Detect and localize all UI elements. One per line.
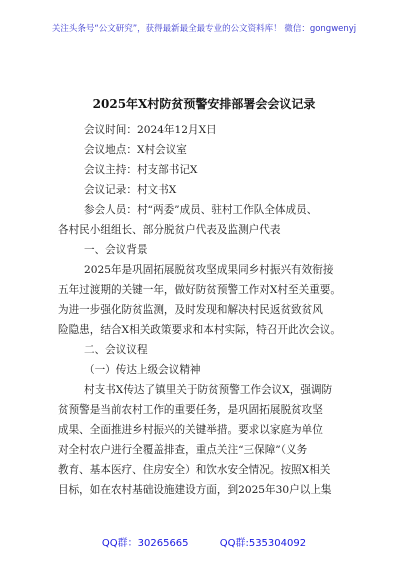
attendees-line-1: 参会人员：村“两委”成员、驻村工作队全体成员、 [84,204,318,216]
document-title: 2025年X村防贫预警安排部署会会议记录 [92,97,316,111]
paragraph-line: 险隐患，结合X相关政策要求和本村实际，特召开此次会议。 [58,324,341,336]
meeting-place: 会议地点：X村会议室 [84,144,187,156]
document-body [58,120,358,500]
paragraph-line: 贫预警是当前农村工作的重要任务，是巩固拓展脱贫攻坚 [58,404,323,416]
section-1-heading: 一、会议背景 [84,244,148,256]
meeting-recorder: 会议记录：村文书X [84,184,177,196]
paragraph-line: 村支书X传达了镇里关于防贫预警工作会议X，强调防 [84,384,333,396]
footer-contacts [0,534,408,549]
meeting-host: 会议主持：村支部书记X [84,164,198,176]
meeting-time: 会议时间：2024年12月X日 [84,124,217,136]
paragraph-line: 成果、全面推进乡村振兴的关键举措。要求以家庭为单位 [58,424,323,436]
paragraph-line: 为进一步强化防贫监测，及时发现和解决村民返贫致贫风 [58,304,323,316]
header-banner: 关注头条号“公文研究”，获得最新最全最专业的公文资料库！ 微信：gongwenyj [51,24,357,34]
paragraph-line: 教育、基本医疗、住房安全）和饮水安全情况。按照X相关 [58,464,331,476]
paragraph-line: 目标，如在农村基础设施建设方面，到2025年30户以上集 [58,484,332,496]
attendees-line-2: 各村民小组组长、部分脱贫户代表及监测户代表 [58,224,281,236]
section-1-paragraph [58,260,358,340]
section-2-paragraph [58,380,358,500]
paragraph-line: 2025年是巩固拓展脱贫攻坚成果同乡村振兴有效衔接 [84,264,334,276]
paragraph-line: 对全村农户进行全覆盖排查，重点关注“三保障”（义务 [58,444,308,456]
section-2-heading: 二、会议议程 [84,344,148,356]
qq-group-1: QQ群：30265665 [101,538,189,549]
paragraph-line: 五年过渡期的关键一年，做好防贫预警工作对X村至关重要。 [58,284,341,296]
qq-group-2: QQ群:535304092 [219,538,307,549]
subsection-heading: （一）传达上级会议精神 [84,364,201,376]
